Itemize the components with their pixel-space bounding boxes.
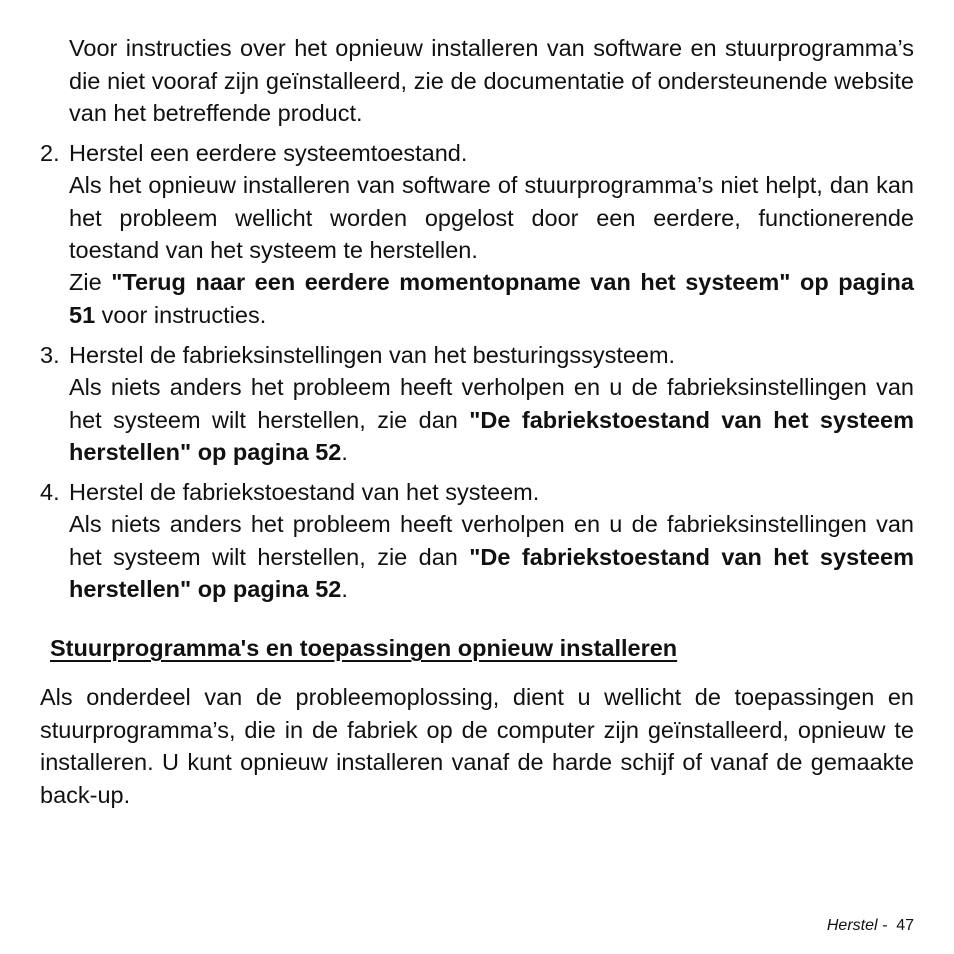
- reference-suffix: .: [341, 576, 348, 602]
- list-item-2-title-text: Herstel een eerdere systeemtoestand.: [69, 140, 468, 166]
- reference-suffix: .: [341, 439, 348, 465]
- list-item-2-reference: [69, 266, 914, 331]
- reference-suffix: voor instructies.: [95, 301, 267, 328]
- reference-link-page-51[interactable]: "Terug naar een eerdere momentopname van het systeem" op pagina 51: [69, 269, 914, 328]
- list-item-4-body-text: Als niets anders het probleem heeft verholpen en u de fabrieksinstellingen van het systeem wilt herstellen, zie dan: [69, 511, 914, 570]
- list-item-4-title-text: Herstel de fabriekstoestand van het systeem.: [69, 479, 540, 505]
- section-body-paragraph: Als onderdeel van de probleemoplossing, dient u wellicht de toepassingen en stuurprogramma’s, die in de fabriek op de computer zijn geïnstalleerd, opnieuw te installeren. U kunt opnieuw installeren vanaf de harde schijf of vanaf de gemaakte back-up.: [40, 684, 914, 808]
- list-item-3-body: [69, 371, 914, 469]
- footer-chapter: Herstel -: [826, 917, 888, 934]
- reference-link-page-52[interactable]: "De fabriekstoestand van het systeem herstellen" op pagina 52: [69, 406, 914, 465]
- reference-link-page-52[interactable]: "De fabriekstoestand van het systeem herstellen" op pagina 52: [69, 543, 914, 602]
- list-item-3-title: [40, 339, 914, 372]
- list-item-2-number: 2.: [40, 140, 60, 166]
- page-footer: [827, 916, 914, 936]
- list-item-3-number: 3.: [40, 342, 60, 368]
- list-item-2-body: Als het opnieuw installeren van software of stuurprogramma’s niet helpt, dan kan het probleem wellicht worden opgelost door een eerdere, functionerende toestand van het systeem te herstellen.: [69, 172, 914, 263]
- list-item-4-number: 4.: [40, 479, 60, 505]
- reference-prefix: Zie: [69, 269, 112, 295]
- list-item-4-title: [40, 476, 914, 509]
- list-item-2-title: [40, 137, 914, 170]
- list-item-3-title-text: Herstel de fabrieksinstellingen van het besturingssysteem.: [69, 342, 676, 368]
- intro-paragraph: Voor instructies over het opnieuw installeren van software en stuurprogramma’s die niet vooraf zijn geïnstalleerd, zie de documentatie of ondersteunende website van het betreffende product.: [69, 35, 914, 126]
- list-item-4-body: [69, 508, 914, 606]
- page-number: 47: [896, 917, 914, 934]
- section-heading: Stuurprogramma's en toepassingen opnieuw installeren: [50, 635, 678, 661]
- list-item-3-body-text: Als niets anders het probleem heeft verholpen en u de fabrieksinstellingen van het systeem wilt herstellen, zie dan: [69, 374, 914, 433]
